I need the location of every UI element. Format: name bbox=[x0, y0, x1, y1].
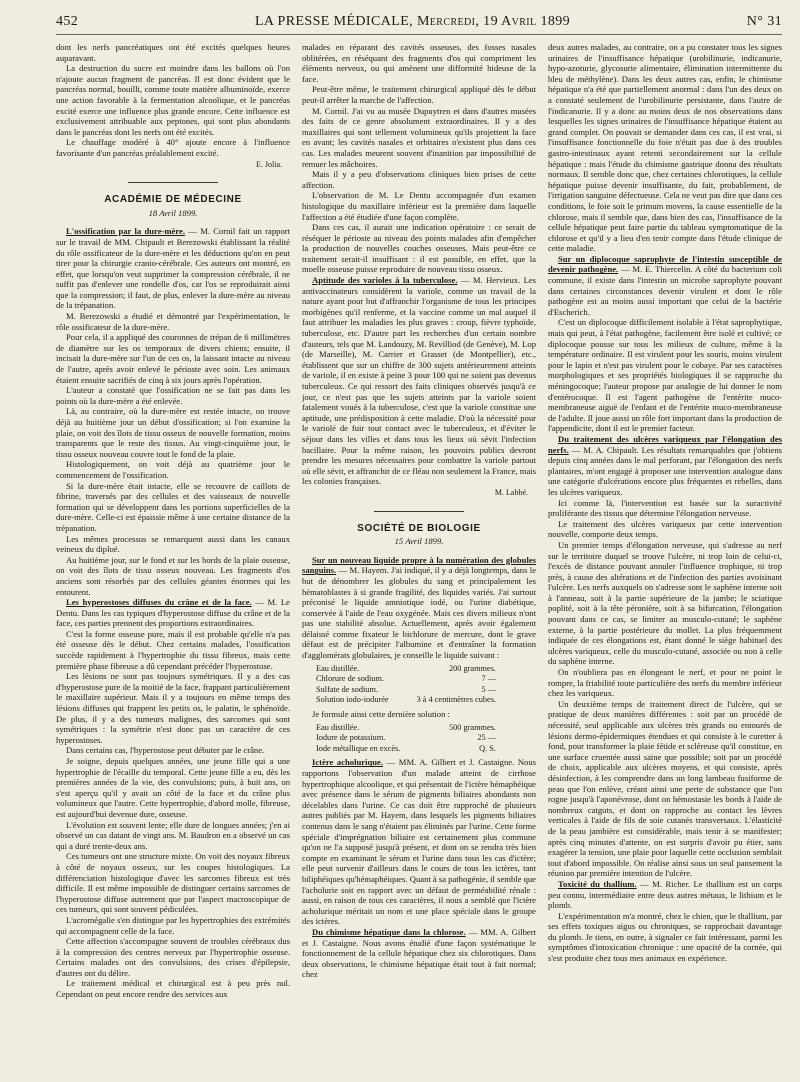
section-title: SOCIÉTÉ DE BIOLOGIE bbox=[357, 522, 481, 534]
section-date: 18 Avril 1899. bbox=[148, 207, 198, 218]
paragraph: On n'oubliera pas en élongeant le nerf, et pour ne point le rompre, la friabilité toute particulière des nerfs du membre inférieur chez les variqueux. bbox=[548, 667, 782, 699]
paragraph: Là, au contraire, où la dure-mère est restée intacte, on trouve déjà au huitième jour un début d'ossification; si l'on examine la plaie, on voit des îlots de tissu osseux de nouvelle formation, moins transparents que le reste des tissus. Au vingt-cinquième jour, le tissu osseux nouveau couvre tout le fond de la plaie. bbox=[56, 406, 290, 459]
paragraph: C'est un diplocoque difficilement isolable à l'état saprophytique, mais qui peut, à l'état pathogène, facilement être isolé et cultivé; ce diplocoque pousse sur tous les milieux de culture, même à la température ordinaire. Il est virulent pour les souris, moins virulent pour le lapin et n'est pas virulent pour le cobaye. Par ses caractères morphologiques et ses propriétés biologiques il se rapproche du méningocoque; l'auteur propose par analogie de lui donner le nom d'entérocoque. Il est l'agent pathogène de l'entérite muco-membraneuse aiguë de l'enfant et de l'entérite muco-membraneuse de l'adulte. Il joue aussi un rôle fort important dans la production de l'appendicite, dont il est le premier facteur. bbox=[548, 317, 782, 434]
paragraph: Pour cela, il a appliqué des couronnes de trépan de 6 millimètres de diamètre sur les os temporaux de divers chiens; ensuite, il incisait la dure-mère sur l'un de ces os, la laissant intacte au niveau de l'autre, après avoir enlevé le périoste avec soin. Les animaux étaient ensuite sacrifiés de cinq à six jours après l'opération. bbox=[56, 332, 290, 385]
section-title: ACADÉMIE DE MÉDECINE bbox=[104, 194, 242, 206]
article-text: — M. Richer. Le thallium est un corps peu connu, intermédiaire entre deux autres métaux, le lithium et le plomb. bbox=[548, 878, 782, 911]
paragraph: Un premier temps d'élongation nerveuse, qui s'adresse au nerf sur le territoire duquel se trouve l'ulcère, ni trop loin de celui-ci, l'excès de distance pouvant annuler l'influence trophique, ni trop près, à cause des altérations et de l'infection des parties avoisinant l'ulcère. Les nerfs auxquels on s'adresse sont le saphène interne soit à l'anneau, soit à la partie supérieure de la jambe; le sciatique poplité, soit à la tête péronière, soit à sa bifurcation, l'élongation pouvant dans ce cas, se limiter au musculo-cutané; le saphène externe, à la partie postérieure du mollet. La plus fréquemment indiquée de ces élongations est, étant donné le siège habituel des ulcères variqueux, celle du musculo-cutané, associée ou non à celle du saphène interne. bbox=[548, 539, 782, 667]
article-text: — M. Hayem. J'ai indiqué, il y a déjà longtemps, dans le but de dénombrer les globules du sang et principalement les hématoblastes à si grande fragilité, des liquides variés. J'ai surtout préconisé le liquide amniotique iodé, ou l'urine diabétique, conservée à l'aide de l'eau oxygénée. Mais ces divers milieux n'ont pas une stabilité absolue. Actuellement, après avoir également délaissé comme fixateur le bichlorure de mercure, dont le grave défaut est de précipiter l'albumine et d'entraîner la formation d'agglomérats globulaires, je conseille le liquide suivant : bbox=[302, 565, 536, 661]
article-paragraph bbox=[302, 555, 536, 661]
formula-row: Iode métallique en excès. Q. S. bbox=[316, 743, 496, 753]
paragraph: Ici comme là, l'intervention est basée sur la suractivité proliférante des tissus que détermine l'élongation nerveuse. bbox=[548, 497, 782, 519]
article-heading: Aptitude des varioles à la tuberculose. bbox=[312, 275, 458, 286]
paragraph: Mais il y a peu d'observations cliniques bien prises de cette affection. bbox=[302, 169, 536, 190]
article-heading: Sur un nouveau liquide propre à la numération des globules sanguins. bbox=[302, 554, 536, 576]
masthead-title: LA PRESSE MÉDICALE, Mercredi, 19 Avril 1899 bbox=[254, 14, 571, 29]
article-paragraph bbox=[56, 226, 290, 311]
column-3 bbox=[548, 42, 782, 1082]
article-text: — M. E. Thiercelin. A côté du bacterium coli commune, il existe dans l'intestin un microbe saprophyte pouvant dans certaines circonstances devenir virulent et dont le rôle pathogène est au moins aussi important que celui de la bactérie d'Escherich. bbox=[548, 264, 782, 317]
formula-row: Chlorure de sodium. 7 — bbox=[316, 674, 496, 684]
article-paragraph bbox=[548, 254, 782, 318]
divider bbox=[374, 511, 464, 512]
paragraph: Un deuxième temps de traitement direct de l'ulcère, qui se pratique de deux manières différentes : soit par un procédé de nécessité, seul applicable aux ulcères très grands ou entourés de lésions dermo-épidermiques étendues et qui consiste à le curetter à fond, pour transformer la plaie fétide et scléreuse qu'il constitue, en une surface cruentée aussi saine que possible; soit par un procédé de choix, applicable aux ulcères moyens, et qui consiste, après désinfection, à les comprendre dans un long lambeau fusiforme de peau que l'on enlève, créant ainsi une perte de substance que l'on rogne jusqu'à l'aponévrose, dont on hémostasie les bords à l'aide de nombreux catguts, et dont on rapproche au contact les lèvres verticales à l'aide de fils de soie cutanés transversaux. L'élasticité de la peau jambière est considérable, mais tenir à se manifester; après cinq minutes d'attente, on est surpris d'avoir pu étier, sans exagérer la tension, une plaie pour laquelle cette occlusion semblait tout d'abord impossible. On réalise ainsi sous un seul pansement la réunion par première intention de l'ulcère. bbox=[548, 698, 782, 879]
signature: E. Jolia. bbox=[256, 159, 282, 169]
article-heading: Du traitement des ulcères variqueux par l'élongation des nerfs. bbox=[548, 433, 782, 455]
paragraph: Dans ces cas, il aurait une indication opératoire : ce serait de réséquer le périoste au niveau des points malades afin d'empêcher la production de nouvelles couches osseuses. Mais peut-être ce traitement serait-il insuffisant : il est possible, en effet, que la moelle osseuse puisse reproduire de nouveau tissu osseux. bbox=[302, 222, 536, 275]
article-text: — M. A. Chipault. Les résultats remarquables que j'obtiens depuis cinq années dans le mal perforant, par l'élongation des nerfs plantaires, m'ont engagé à proposer une intervention analogue dans une catégorie d'ulcérations encore plus fréquentes et rebelles, dans les ulcères variqueux. bbox=[548, 444, 782, 497]
formula-row: Sulfate de sodium. 5 — bbox=[316, 684, 496, 694]
paragraph: Cette affection s'accompagne souvent de troubles cérébraux dus à la compression des centres nerveux par l'hypertrophie osseuse. Certains malades ont des convulsions, des crises d'épilepsie, d'autres ont du délire. bbox=[56, 936, 290, 978]
signature: M. Labbé. bbox=[494, 487, 528, 497]
paragraph: deux autres malades, au contraire, on a pu constater tous les signes urinaires de l'insuffisance hépatique (urobilinurie, indicanurie, hypo-azoturie, glycosurie alimentaire, élimination intermittente du bleu de méthylène). Dans les deux autres cas, enfin, le chimisme hépatique n'a été que partiellement anormal : dans l'un des deux on a constaté seulement de l'urobilinurie persistante, dans l'autre de l'indicanurie. Il y a donc au moins deux de nos observations dans lesquelles les signes urinaires de l'insuffisance hépatique étaient au grand complet. On pouvait se demander dans ces cas, il est vrai, si l'insuffisance fonctionnelle du foie n'était pas due à des troubles gastro-intestinaux ayant retenti secondairement sur la cellule hépatique : mais l'étude du chimisme gastrique donna des résultats normaux. Il semble donc que, chez certaines chlorotiques, la cellule hépatique puisse devenir insuffisante, du fait, probablement, de l'irrigation sanguine défectueuse. Cela ne veut pas dire que dans ces conditions, le foie soit le primum movens, la cause essentielle de la chlorose, mais il semble que, dans bien des cas, l'insuffisance de la cellule hépatique peut faire partie du tableau symptomatique de la chlorose et qu'il y a lieu d'en tenir compte dans l'étude clinique de cette maladie. bbox=[548, 42, 782, 254]
paragraph: Histologiquement, on voit déjà au quatrième jour le commencement de l'ossification. bbox=[56, 459, 290, 480]
article-paragraph bbox=[548, 879, 782, 911]
formula-block bbox=[316, 664, 536, 706]
page-header bbox=[56, 14, 782, 35]
article-text: — M. Hervieux. Les antivaccinateurs considèrent la variole, comme un travail de la nature ayant pour but d'affranchir l'organisme de tous les principes morbigènes qu'il renferme, et la vaccine comme un mal auquel il faut attribuer les maladies les plus graves : croup, fièvre typhoïde, tuberculose, etc. D'autre part les recherches d'un certain nombre d'auteurs, tels que M. Landouzy, M. Revilliod (de Genève), M. Lop (de Marseille), M. Carrier et Grasset (de Montpellier), etc., établissent que sur un chiffre de 300 sujets antérieurement atteints de variole, il en existe à peine 3 pour 100 qui ne soient pas devenus tuberculeux. Ce qui ressort des faits cliniques observés jusqu'à ce jour, ce n'est pas que les sujets atteints par la variole soient fatalement voués à la tuberculose, c'est que la variole constitue une aptitude, une prédisposition à cette maladie. D'où la nécessité pour le variolé de fuir tout contact avec le tuberculeux, et d'éviter le séjour dans les villes et dans tous les lieux où sévit l'infection bacillaire. Pour la même raison, les pouvoirs publics devront prendre les mesures nécessaires pour combattre la variole partout où elle sévit, et affranchir de ce fléau non seulement la France, mais les colonies françaises. bbox=[302, 275, 536, 487]
article-heading: Les hyperostoses diffuses du crâne et de la face. bbox=[66, 597, 252, 608]
paragraph: L'évolution est souvent lente; elle dure de longues années; j'en ai observé un cas datant de vingt ans. M. Baudron en a observé un cas qui a duré trente-deux ans. bbox=[56, 819, 290, 851]
formula-row: Eau distillée. 500 grammes. bbox=[316, 722, 496, 732]
article-heading: Sur un diplocoque saprophyte de l'intestin susceptible de devenir pathogène. bbox=[548, 253, 782, 275]
page-number: 452 bbox=[56, 14, 79, 29]
paragraph: L'acromégalie s'en distingue par les hypertrophies des extrémités qui accompagnent celle de la face. bbox=[56, 914, 290, 936]
paragraph: malades en réparant des cavités osseuses, des fosses nasales oblitérées, en réséquant des fragments d'os qui compriment les éléments nerveux, ou qui amènent une difformité hideuse de la face. bbox=[302, 42, 536, 84]
article-text: — M. Cornil fait un rapport sur le travail de MM. Chipault et Berezowski établissant la réalité du rôle ossificateur de la dure-mère et les déductions qu'on en peut tirer pour la chirurgie cranio-cérébrale. Ces auteurs ont montré, en effet, que lorsqu'on veut supprimer la compression cérébrale, il ne suffit pas d'enlever une rondelle d'os, car l'os se reproduirait ainsi que la compression; il faut, de plus, enlever la dure-mère au niveau de la trépanation. bbox=[56, 226, 290, 311]
formula-block bbox=[316, 723, 536, 755]
column-1 bbox=[56, 42, 290, 1082]
paragraph: Je formule ainsi cette dernière solution : bbox=[312, 709, 450, 720]
paragraph: Le traitement médical et chirurgical est à peu près nul. Cependant on peut encore rendre des services aux bbox=[56, 978, 290, 1000]
paragraph: Les mêmes processus se remarquent aussi dans les canaux veineux du diploé. bbox=[56, 533, 290, 555]
article-heading: Toxicité du thallium. bbox=[558, 878, 637, 889]
paragraph: Le chauffage modéré à 40° ajoute encore à l'influence favorisante d'un pancréas préalablement excité. bbox=[56, 137, 290, 158]
paragraph: Peut-être même, le traitement chirurgical appliqué dès le début peut-il arrêter la marche de l'affection. bbox=[302, 84, 536, 105]
paragraph: Dans certains cas, l'hyperostose peut débuter par le crâne. bbox=[66, 745, 265, 756]
article-paragraph bbox=[56, 597, 290, 629]
formula-row: Eau distillée. 200 grammes. bbox=[316, 663, 496, 673]
section-date: 15 Avril 1899. bbox=[394, 536, 444, 547]
column-2 bbox=[302, 42, 536, 1082]
article-paragraph bbox=[302, 757, 536, 927]
formula-row: Solution iodo-iodurée 3 à 4 centimètres cubes. bbox=[316, 695, 496, 705]
article-heading: Du chimisme hépatique dans la chlorose. bbox=[312, 926, 466, 937]
paragraph: La destruction du sucre est moindre dans les ballons où l'on n'ajoute aucun fragment de pancréas. Il est donc évident que le pancréas normal, bouilli, comme toute matière albuminoïde, exerce une action favorable à la fermentation alcoolique, et le pancréas excité exerce une influence plus grande encore. Cette influence est exclusivement attribuable aux peptones, qui sont plus abondants dans le pancréas dont les nerfs ont été excités. bbox=[56, 63, 290, 137]
columns bbox=[56, 42, 782, 1082]
article-text: — MM. A. Gilbert et J. Castaigne. Nous rapportons l'observation d'un malade atteint de cirrhose hypertrophique alcoolique, et qui présentait de l'ictère hémaphéique avec présence dans le sérum de pigments biliaires abondants non décelables dans l'urine. Ce cas doit être rapproché de plusieurs autres publiés par M. Hayem, dans lesquels les pigments biliaires contenus dans le sang n'étaient pas éliminés par l'urine. Cette forme spéciale d'imprégnation biliaire est certainement plus commune qu'on ne l'a supposé jusqu'à présent, et dont on se rendra très bien compte en examinant le sérum et l'urine dans tous les cas d'ictère; elle peut survenir d'ailleurs dans le cours de tous les ictères, tant biliphéiques qu'hémaphéiques. Quant à sa pathogénie, il semble que l'acholurie soit en rapport avec un défaut de perméabilité rénale : aussi, en raison de tous ces caractères, il nous a semblé que l'ictère acholurique méritait un nom et une place spéciale dans le groupe des ictères. bbox=[302, 757, 536, 927]
paragraph: L'auteur a constaté que l'ossification ne se fait pas dans les points où la dure-mère a été enlevée. bbox=[56, 385, 290, 406]
paragraph: dont les nerfs pancréatiques ont été excités quelques heures auparavant. bbox=[56, 42, 290, 63]
paragraph: C'est la forme osseuse pure, mais il est probable qu'elle n'a pas été osseuse dès le début. Chez certains malades, l'ossification succède rapidement à l'hypertrophie du tissu fibreux, mais cette première phase fibreuse a dû cependant précéder l'hyperostose. bbox=[56, 628, 290, 671]
paragraph: M. Cornil. J'ai vu au musée Dupuytren et dans d'autres musées des faits de ce genre absolument extraordinaires. Il y a des maxillaires qui sont tellement volumineux qu'ils projettent la face en avant; les cavités nasales et orbitaires n'existent plus dans ces cas. Les malades meurent souvent d'inanition par impossibilité de remuer les mâchoires. bbox=[302, 105, 536, 169]
article-paragraph bbox=[302, 927, 536, 980]
article-paragraph bbox=[548, 434, 782, 498]
paragraph: L'observation de M. Le Dentu accompagnée d'un examen histologique du maxillaire inférieur est la première dans laquelle l'affection a été étudiée d'une façon complète. bbox=[302, 190, 536, 222]
article-text: — MM. A. Gilbert et J. Castaigne. Nous avons étudié d'une façon systématique le fonctionnement de la cellule hépatique chez six chlorotiques. Dans deux observations, le chimisme hépatique était tout à fait normal; chez bbox=[302, 926, 536, 980]
paragraph: Ces tumeurs ont une structure mixte. On voit des noyaux fibreux à côté de noyaux osseux, sur les coupes histologiques. La différenciation histologique d'avec les sarcomes fibreux est très difficile. Il est même impossible de distinguer certains sarcomes de l'hyperostose diffuse autrement que par l'aspect macroscopique de ces tumeurs, qui sont souvent pédiculées. bbox=[56, 851, 290, 915]
paragraph: Je soigne, depuis quelques années, une jeune fille qui a une hypertrophie de l'écaille du temporal. Cette jeune fille a eu, dès les premières années de la vie, des convulsions; puis, à huit ans, on s'est aperçu qu'il y avait un côté de la face et du crâne plus volumineux que l'autre. Cette hypertrophie, d'abord molle, fibreuse, est aujourd'hui devenue dure, osseuse. bbox=[56, 756, 290, 819]
issue-number: N° 31 bbox=[746, 14, 782, 29]
article-paragraph bbox=[302, 275, 536, 487]
divider bbox=[128, 182, 218, 183]
formula-row: Iodure de potassium. 25 — bbox=[316, 733, 496, 743]
paragraph: M. Berezowski a étudié et démontré par l'expérimentation, le rôle ossificateur de la dure-mère. bbox=[56, 311, 290, 332]
article-text: — M. Le Dentu. Dans les cas typiques d'hyperostose diffuse du crâne et de la face, ces parties prennent des proportions extraordinaires. bbox=[56, 597, 290, 629]
paragraph: L'expérimentation m'a montré, chez le chien, que le thallium, par ses effets toxiques aigus ou chroniques, se rapprochait davantage du plomb. Je tiens, en outre, à signaler ce fait intéressant, parmi les symptômes d'intoxication chronique : une opacité de la cornée, qui s'est produite chez tous mes animaux en expérience. bbox=[548, 910, 782, 964]
paragraph: Au huitième jour, sur le fond et sur les bords de la plaie osseuse, on voit des îlots de tissu osseux nouveau. Les fragments d'os anciens sont résorbés par des cellules géantes énormes qui les entourent. bbox=[56, 554, 290, 597]
article-heading: Ictère acholurique. bbox=[312, 757, 383, 768]
paragraph: Les lésions ne sont pas toujours symétriques. Il y a des cas d'hyperostose pure de la moitié de la face, frappant particulièrement le maxillaire supérieur. Mais il y a toujours en même temps des lésions diffuses qui frappent les petits os, le palatin, le sphénoïde. De plus, il y a des tumeurs malignes, des sarcomes qui sont symétriques : la symétrie n'est donc pas un caractère de ces hyperostoses. bbox=[56, 671, 290, 745]
article-heading: L'ossification par la dure-mère. bbox=[66, 226, 185, 237]
paragraph: Le traitement des ulcères variqueux par cette intervention nouvelle, comporte deux temps. bbox=[548, 518, 782, 540]
paragraph: Si la dure-mère était intacte, elle se recouvre de caillots de fibrine, traversés par des cellules et des vaisseaux de nouvelle formation qui se développent dans les portions superficielles de la dure-mère. Celle-ci est épaissie même à une certaine distance de la trépanation. bbox=[56, 480, 290, 533]
